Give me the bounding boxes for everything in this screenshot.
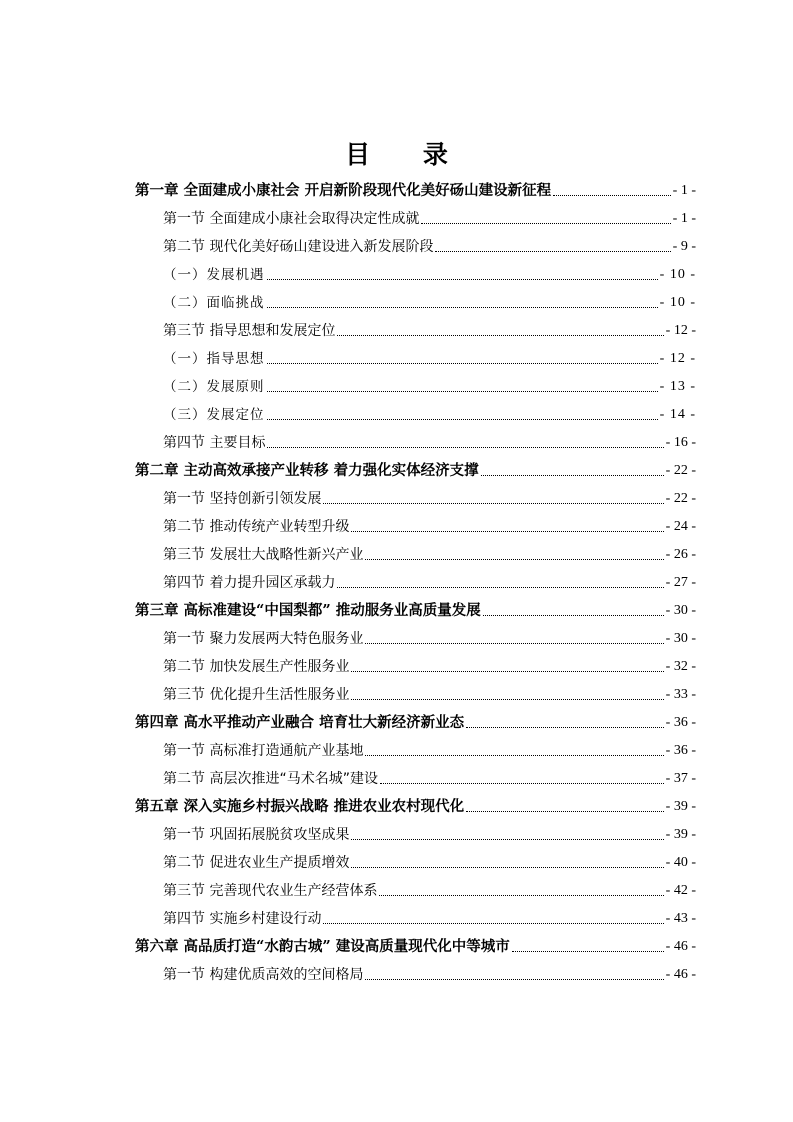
toc-entry-title: （二）发展原则 <box>163 379 265 395</box>
toc-entry-chapter[interactable] <box>135 929 696 957</box>
toc-entry-title: 第一节 巩固拓展脱贫攻坚成果 <box>163 827 350 843</box>
toc-entry-chapter[interactable] <box>135 705 696 733</box>
dot-leader <box>512 951 664 952</box>
dot-leader <box>267 307 658 308</box>
dot-leader <box>267 419 658 420</box>
toc-entry-page-number: - 37 - <box>665 771 696 786</box>
toc-entry-page-number: - 30 - <box>665 631 696 646</box>
toc-entry-title: （二）面临挑战 <box>163 295 265 311</box>
toc-entry-chapter[interactable] <box>135 453 696 481</box>
toc-entry-title: 第一节 高标准打造通航产业基地 <box>163 743 364 759</box>
toc-entry-page-number: - 1 - <box>672 183 696 198</box>
toc-entry-page-number: - 9 - <box>672 239 696 254</box>
toc-entry-page-number: - 40 - <box>665 855 696 870</box>
dot-leader <box>435 251 670 252</box>
dot-leader <box>267 447 663 448</box>
toc-entry-title: 第五章 深入实施乡村振兴战略 推进农业农村现代化 <box>135 798 465 815</box>
toc-entry-section[interactable] <box>135 201 696 229</box>
dot-leader <box>483 615 664 616</box>
toc-entry-section[interactable] <box>135 509 696 537</box>
toc-entry-title: 第二节 高层次推进“马术名城”建设 <box>163 771 378 787</box>
dot-leader <box>421 223 670 224</box>
toc-entry-title: 第二章 主动高效承接产业转移 着力强化实体经济支撑 <box>135 462 479 479</box>
toc-entry-page-number: - 12 - <box>659 351 696 366</box>
dot-leader <box>351 671 663 672</box>
dot-leader <box>267 363 658 364</box>
toc-entry-page-number: - 16 - <box>665 435 696 450</box>
toc-entry-title: 第一节 构建优质高效的空间格局 <box>163 967 364 983</box>
toc-entry-section[interactable] <box>135 481 696 509</box>
dot-leader <box>337 335 663 336</box>
toc-entry-page-number: - 22 - <box>665 463 696 478</box>
toc-entry-section[interactable] <box>135 229 696 257</box>
dot-leader <box>267 279 658 280</box>
toc-entry-section[interactable] <box>135 425 696 453</box>
toc-entry-section[interactable] <box>135 901 696 929</box>
toc-entry-section[interactable] <box>135 845 696 873</box>
toc-entry-title: （三）发展定位 <box>163 407 265 423</box>
dot-leader <box>365 643 663 644</box>
toc-entry-title: 第三节 指导思想和发展定位 <box>163 323 336 339</box>
toc-entry-page-number: - 46 - <box>665 939 696 954</box>
toc-entry-section[interactable] <box>135 313 696 341</box>
dot-leader <box>351 699 663 700</box>
toc-entry-title: 第四节 主要目标 <box>163 435 266 451</box>
toc-entry-page-number: - 22 - <box>665 491 696 506</box>
toc-entry-sub[interactable] <box>135 397 696 425</box>
dot-leader <box>323 923 663 924</box>
toc-entry-title: 第三章 高标准建设“中国梨都” 推动服务业高质量发展 <box>135 602 481 619</box>
toc-entry-sub[interactable] <box>135 341 696 369</box>
toc-entry-page-number: - 39 - <box>665 799 696 814</box>
toc-entry-page-number: - 10 - <box>659 295 696 310</box>
toc-entry-title: 第一节 全面建成小康社会取得决定性成就 <box>163 211 420 227</box>
toc-entry-page-number: - 24 - <box>665 519 696 534</box>
toc-entry-title: 第一节 聚力发展两大特色服务业 <box>163 631 364 647</box>
toc-entry-title: 第二节 推动传统产业转型升级 <box>163 519 350 535</box>
toc-entry-title: 第二节 促进农业生产提质增效 <box>163 855 350 871</box>
toc-entry-page-number: - 39 - <box>665 827 696 842</box>
toc-entry-title: 第三节 优化提升生活性服务业 <box>163 687 350 703</box>
toc-entry-title: 第四章 高水平推动产业融合 培育壮大新经济新业态 <box>135 714 465 731</box>
toc-entry-page-number: - 30 - <box>665 603 696 618</box>
toc-entry-sub[interactable] <box>135 257 696 285</box>
dot-leader <box>365 755 663 756</box>
toc-entry-page-number: - 36 - <box>665 743 696 758</box>
toc-entry-section[interactable] <box>135 677 696 705</box>
toc-entry-section[interactable] <box>135 621 696 649</box>
toc-entry-title: 第三节 发展壮大战略性新兴产业 <box>163 547 364 563</box>
page-title: 目 录 <box>345 140 470 169</box>
dot-leader <box>379 895 663 896</box>
toc-entry-title: （一）指导思想 <box>163 351 265 367</box>
dot-leader <box>481 475 664 476</box>
toc-entry-section[interactable] <box>135 565 696 593</box>
toc-entry-section[interactable] <box>135 649 696 677</box>
dot-leader <box>267 391 658 392</box>
toc-entry-sub[interactable] <box>135 369 696 397</box>
dot-leader <box>365 559 663 560</box>
table-of-contents <box>135 173 696 985</box>
toc-entry-title: 第六章 高品质打造“水韵古城” 建设高质量现代化中等城市 <box>135 938 510 955</box>
toc-entry-title: （一）发展机遇 <box>163 267 265 283</box>
toc-entry-page-number: - 32 - <box>665 659 696 674</box>
dot-leader <box>380 783 664 784</box>
toc-entry-page-number: - 14 - <box>659 407 696 422</box>
toc-entry-page-number: - 43 - <box>665 911 696 926</box>
dot-leader <box>337 587 663 588</box>
toc-entry-title: 第二节 加快发展生产性服务业 <box>163 659 350 675</box>
toc-entry-page-number: - 27 - <box>665 575 696 590</box>
toc-entry-page-number: - 33 - <box>665 687 696 702</box>
toc-entry-chapter[interactable] <box>135 789 696 817</box>
toc-entry-title: 第四节 着力提升园区承载力 <box>163 575 336 591</box>
toc-entry-section[interactable] <box>135 761 696 789</box>
toc-entry-title: 第一章 全面建成小康社会 开启新阶段现代化美好砀山建设新征程 <box>135 182 552 199</box>
toc-entry-section[interactable] <box>135 537 696 565</box>
toc-entry-page-number: - 36 - <box>665 715 696 730</box>
toc-entry-chapter[interactable] <box>135 593 696 621</box>
dot-leader <box>553 195 671 196</box>
dot-leader <box>323 503 663 504</box>
toc-entry-section[interactable] <box>135 957 696 985</box>
toc-entry-page-number: - 12 - <box>665 323 696 338</box>
toc-entry-section[interactable] <box>135 733 696 761</box>
dot-leader <box>466 727 664 728</box>
toc-entry-page-number: - 13 - <box>659 379 696 394</box>
toc-entry-title: 第四节 实施乡村建设行动 <box>163 911 322 927</box>
toc-entry-title: 第三节 完善现代农业生产经营体系 <box>163 883 378 899</box>
toc-entry-page-number: - 10 - <box>659 267 696 282</box>
toc-entry-section[interactable] <box>135 873 696 901</box>
toc-entry-page-number: - 1 - <box>672 211 696 226</box>
dot-leader <box>365 979 663 980</box>
toc-entry-page-number: - 46 - <box>665 967 696 982</box>
dot-leader <box>351 867 663 868</box>
dot-leader <box>351 531 663 532</box>
toc-entry-page-number: - 26 - <box>665 547 696 562</box>
toc-entry-sub[interactable] <box>135 285 696 313</box>
dot-leader <box>466 811 664 812</box>
toc-entry-page-number: - 42 - <box>665 883 696 898</box>
toc-entry-title: 第二节 现代化美好砀山建设进入新发展阶段 <box>163 239 434 255</box>
toc-entry-chapter[interactable] <box>135 173 696 201</box>
toc-entry-section[interactable] <box>135 817 696 845</box>
dot-leader <box>351 839 663 840</box>
toc-entry-title: 第一节 坚持创新引领发展 <box>163 491 322 507</box>
